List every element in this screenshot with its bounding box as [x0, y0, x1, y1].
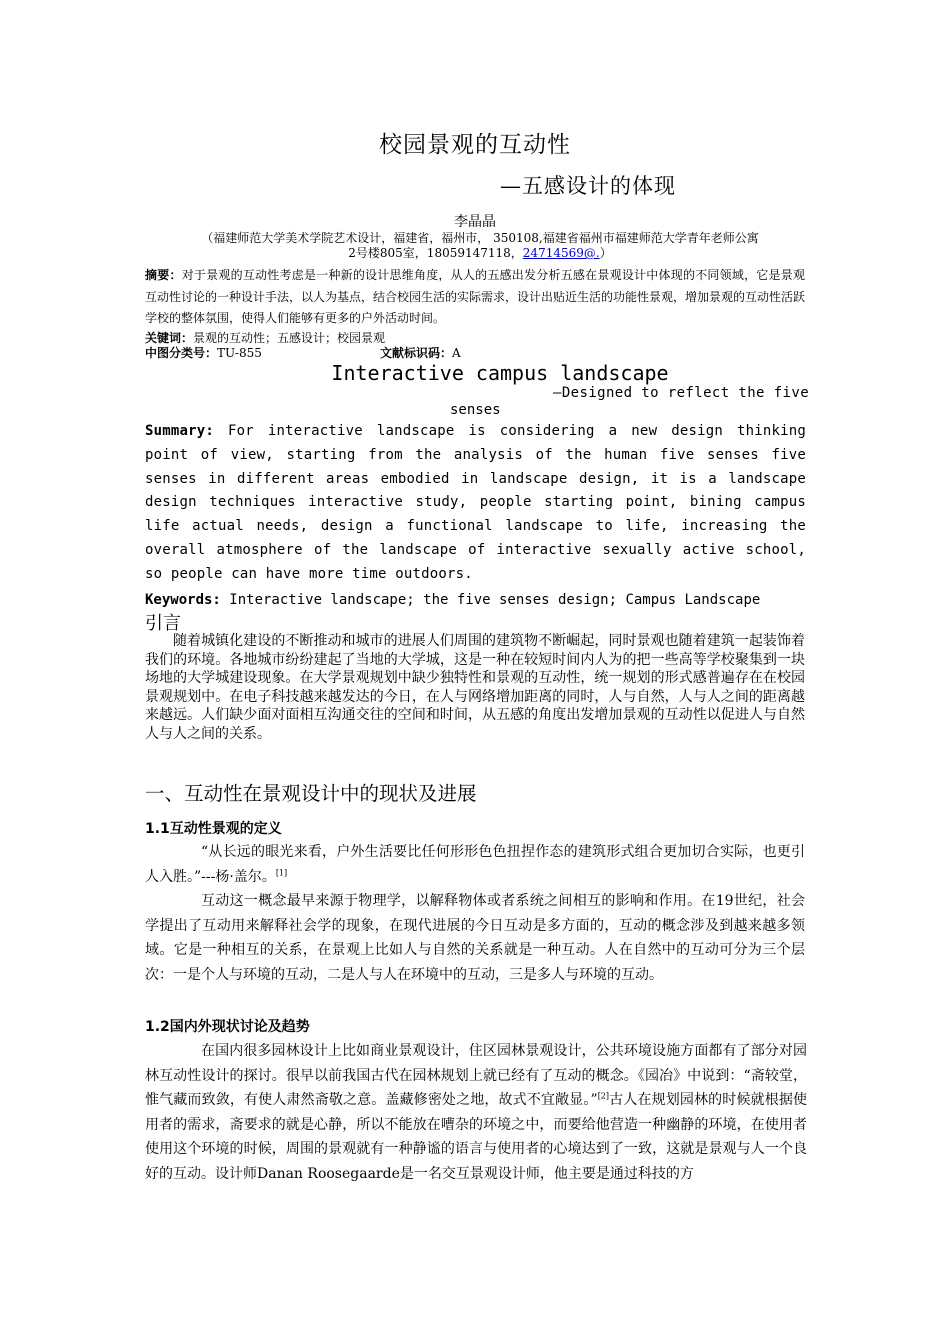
doc-code-label: 文献标识码： — [380, 346, 453, 360]
classification-line — [145, 346, 805, 361]
affiliation-line-2 — [140, 246, 820, 261]
english-subtitle-line-1: —Designed to reflect the five — [553, 385, 810, 401]
intro-paragraph: 随着城镇化建设的不断推动和城市的进展人们周围的建筑物不断崛起，同时景观也随着建筑一起装饰着我们的环境。各地城市纷纷建起了当地的大学城，这是一种在较短时间内人为的把一些高等学校聚集到一块场地的大学城建设现象。在大学景观规划中缺少独特性和景观的互动性，统一规划的形式感普遍存在在校园景观规划中。在电子科技越来越发达的今日，在人与网络增加距离的同时，人与自然，人与人之间的距离越来越远。人们缺少面对面相互沟通交往的空间和时间，从五感的角度出发增加景观的互动性以促进人与自然人与人之间的关系。 — [145, 633, 805, 742]
keywords-en-label: Keywords: — [145, 592, 221, 608]
author-name: 李晶晶 — [454, 214, 496, 230]
quote-paragraph — [145, 840, 805, 889]
abstract-cn — [145, 265, 805, 330]
domestic-text-a: 在国内很多园林设计上比如商业景观设计，住区园林景观设计，公共环境设施方面都有了部分对园林互动性设计的探讨。很早以前我国古代在园林规划上就已经有了互动的概念。《园冶》中说到：“斋较堂，惟气藏而致敛，有使人肃然斋敬之意。盖藏修密处之地，故式不宜敞显。” — [145, 1043, 807, 1108]
paper-title: 校园景观的互动性 — [379, 132, 571, 158]
interaction-paragraph: 互动这一概念最早来源于物理学，以解释物体或者系统之间相互的影响和作用。在19世纪，社会学提出了互动用来解释社会学的现象，在现代进展的今日互动是多方面的，互动的概念涉及到越来越多领域。它是一种相互的关系，在景观上比如人与自然的关系就是一种互动。人在自然中的互动可分为三个层次：一是个人与环境的互动，二是人与人在环境中的互动，三是多人与环境的互动。 — [145, 893, 805, 983]
author-affiliation — [140, 231, 820, 261]
subsection-1-2-heading: 1.2国内外现状讨论及趋势 — [145, 1019, 310, 1035]
doc-code-value: A — [452, 346, 461, 360]
doc-code — [380, 346, 461, 361]
summary-en — [145, 420, 806, 587]
english-title: Interactive campus landscape — [331, 361, 669, 385]
keywords-en — [145, 590, 760, 610]
english-subtitle-line-2: senses — [450, 402, 501, 418]
classification-value: TU-855 — [217, 346, 262, 360]
affiliation-close: ） — [599, 246, 612, 260]
section-1-heading: 一、互动性在景观设计中的现状及进展 — [145, 782, 477, 805]
domestic-text-b: 古人在规划园林的时候就根据使用者的需求，斋要求的就是心静，所以不能放在嘈杂的环境之中，而要给他营造一种幽静的环境，在使用者使用这个环境的时候，周围的景观就有一种静谧的语言与使用者的心境达到了一致，这就是景观与人一个良好的互动。设计师Danan Roosegaarde是一名交互景观设计师，他主要是通过科技的方 — [145, 1092, 808, 1182]
domestic-citation[interactable]: [2] — [597, 1091, 610, 1101]
subsection-1-1-heading: 1.1互动性景观的定义 — [145, 821, 282, 837]
keywords-cn-text: 景观的互动性；五感设计；校园景观 — [193, 331, 386, 345]
quote-citation[interactable]: [1] — [275, 867, 288, 877]
paper-subtitle: —五感设计的体现 — [500, 174, 676, 198]
keywords-en-text: Interactive landscape; the five senses design; Campus Landscape — [220, 592, 761, 608]
author-email-link[interactable]: 24714569@. — [522, 246, 600, 260]
abstract-label: 摘要： — [145, 268, 182, 282]
keywords-cn-label: 关键词： — [145, 331, 194, 345]
summary-label: Summary: — [145, 423, 215, 439]
classification-label: 中图分类号： — [145, 346, 218, 360]
affiliation-line-1: （福建师范大学美术学院艺术设计，福建省，福州市， 350108,福建省福州市福建师范大学青年老师公寓 — [201, 231, 759, 245]
affiliation-address: 2号楼805室，18059147118， — [348, 246, 523, 260]
keywords-cn — [145, 331, 385, 346]
abstract-text: 对于景观的互动性考虑是一种新的设计思维角度，从人的五感出发分析五感在景观设计中体现的不同领域，它是景观互动性讨论的一种设计手法，以人为基点，结合校园生活的实际需求，设计出贴近生活的功能性景观，增加景观的互动性活跃学校的整体氛围，使得人们能够有更多的户外活动时间。 — [145, 268, 806, 325]
intro-heading: 引言 — [145, 613, 181, 634]
quote-text: “从长远的眼光来看，户外生活要比任何形形色色扭捏作态的建筑形式组合更加切合实际，也更引人入胜。”---杨·盖尔。 — [145, 844, 805, 885]
summary-text: For interactive landscape is considering a new design thinking point of view, starting from the analysis of the human five senses five senses in different areas embodied in landscape design, it is a landscape design techniques interactive study, people starting point, bining campus life actual needs, design a functional landscape to life, increasing the overall atmosphere of the landscape of interactive sexually active school, so people can have more time outdoors. — [145, 423, 806, 582]
domestic-paragraph — [145, 1039, 807, 1186]
